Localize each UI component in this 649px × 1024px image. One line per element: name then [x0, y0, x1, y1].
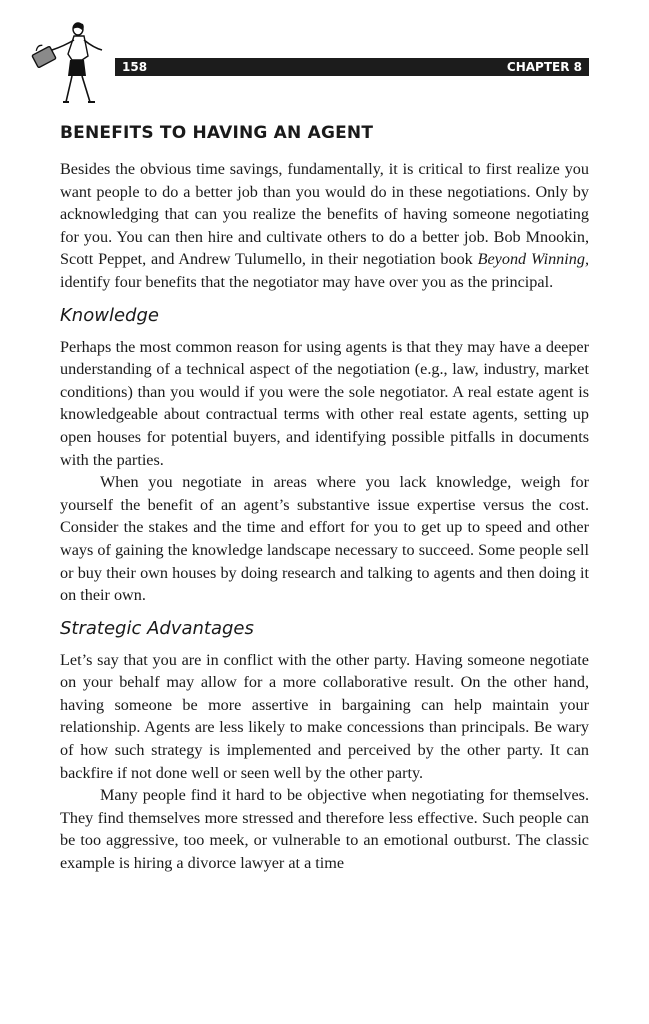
- chapter-label: CHAPTER 8: [506, 60, 582, 74]
- businesswoman-briefcase-icon: [28, 20, 108, 108]
- strategic-paragraph-2: Many people find it hard to be objective when negotiating for themselves. They find themselves more stressed and therefore less effective. Such people can be too aggressive, too meek, or vulnerable to an emotional outburst. The classic example is hiring a divorce lawyer at a time: [60, 786, 589, 873]
- strategic-advantages-heading: Strategic Advantages: [60, 617, 254, 639]
- intro-paragraph: [60, 158, 589, 294]
- knowledge-heading: Knowledge: [60, 304, 159, 326]
- knowledge-paragraph-1: Perhaps the most common reason for using agents is that they may have a deeper understanding of a technical aspect of the negotiation (e.g., law, industry, market conditions) than you would if you were the sole negotiator. A real estate agent is knowledgeable about contractual terms with other real estate agents, setting up open houses for potential buyers, and identifying possible pitfalls in documents with the parties.: [60, 337, 589, 469]
- strategic-paragraph-1: Let’s say that you are in conflict with the other party. Having someone negotiate on your behalf may allow for a more collaborative result. On the other hand, having someone be more assertive in bargaining can help maintain your relationship. Agents are less likely to make concessions than principals. Be wary of how such strategy is implemented and perceived by the other party. It can backfire if not done well or seen well by the other party.: [60, 650, 589, 782]
- running-header: [115, 58, 589, 76]
- page-number: 158: [122, 60, 148, 74]
- intro-text-end: identify four benefits that the negotiator may have over you as the principal.: [60, 272, 554, 291]
- book-title: Beyond Winning,: [477, 250, 589, 269]
- intro-text-start: Besides the obvious time savings, fundamentally, it is critical to first realize you want people to do a better job than you would do in these negotiations. Only by acknowledging that can you realize the benefits of having someone negotiating for you. You can then hire and cultivate others to do a better job. Bob Mnookin, Scott Peppet, and Andrew Tulumello, in their negotiation book: [60, 160, 589, 269]
- knowledge-paragraph-2: When you negotiate in areas where you lack knowledge, weigh for yourself the benefit of an agent’s substantive issue expertise versus the cost. Consider the stakes and the time and effort for you to get up to speed and other ways of gaining the knowledge landscape necessary to succeed. Some people sell or buy their own houses by doing research and talking to agents and then doing it on their own.: [60, 473, 589, 605]
- section-title: BENEFITS TO HAVING AN AGENT: [60, 123, 374, 143]
- page-body: [60, 120, 589, 875]
